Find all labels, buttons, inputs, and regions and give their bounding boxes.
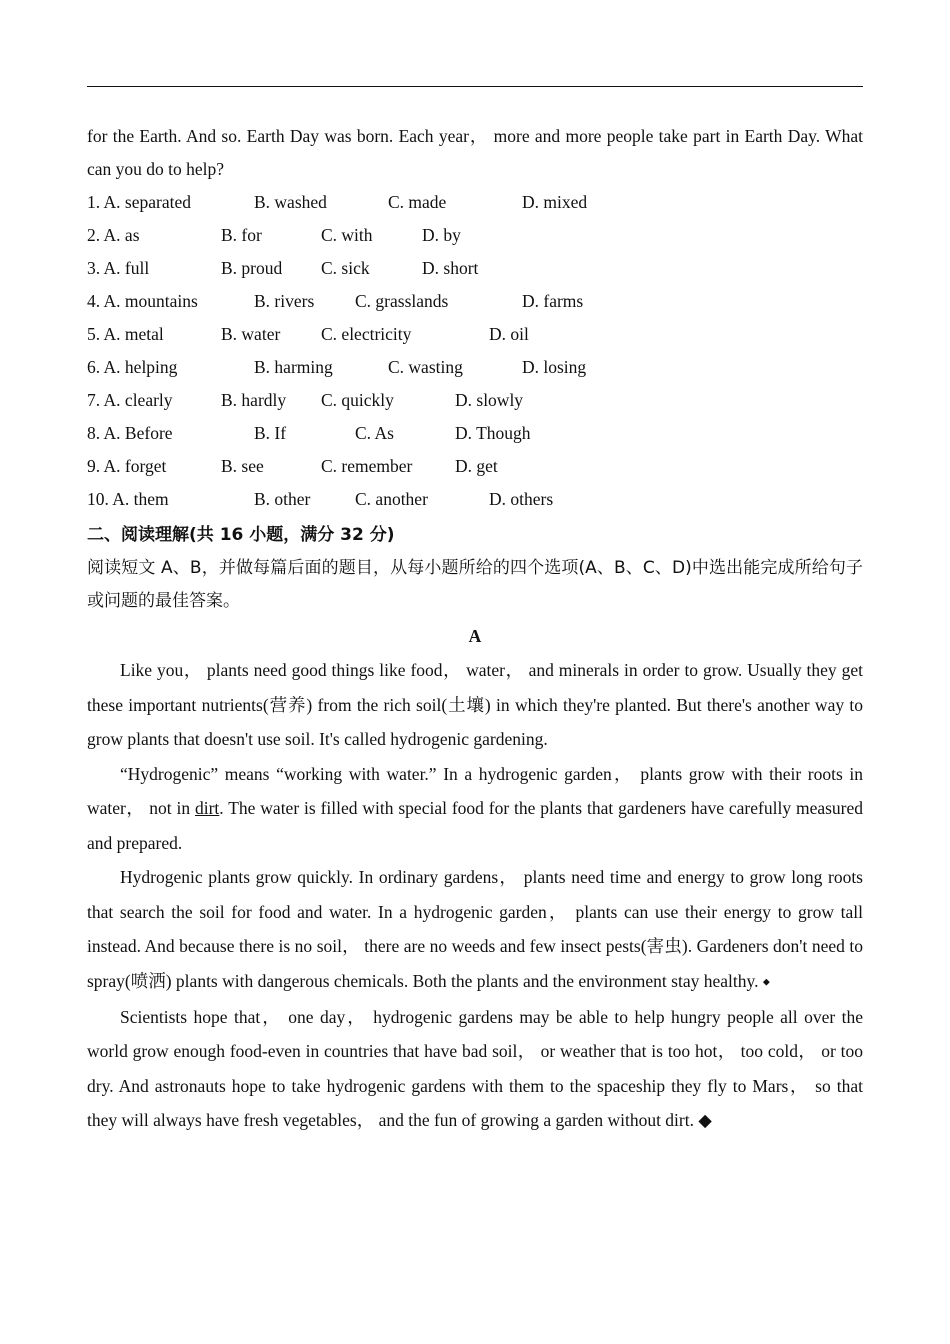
option-b: B. rivers	[254, 291, 315, 311]
section-title: 二、阅读理解(共 16 小题，满分 32 分)	[87, 525, 395, 545]
option-b: B. hardly	[221, 390, 287, 410]
cloze-passage-ending: for the Earth. And so. Earth Day was born. Each year， more and more people take part in Earth Day. What can you do to help?	[87, 126, 863, 179]
option-a: 1. A. separated	[87, 192, 191, 212]
section-instructions: 阅读短文 A、B，并做每篇后面的题目，从每小题所给的四个选项(A、B、C、D)中选出能完成所给句子或问题的最佳答案。	[87, 558, 863, 611]
option-c: C. sick	[321, 258, 370, 278]
option-a: 3. A. full	[87, 258, 150, 278]
option-d: D. Though	[455, 423, 531, 443]
option-c: C. wasting	[388, 357, 463, 377]
option-row-2	[87, 219, 863, 252]
option-a: 8. A. Before	[87, 423, 173, 443]
document-body	[87, 120, 863, 1139]
option-c: C. remember	[321, 456, 413, 476]
option-row-6	[87, 351, 863, 384]
option-b: B. If	[254, 423, 287, 443]
option-d: D. farms	[522, 291, 584, 311]
option-a: 10. A. them	[87, 489, 169, 509]
passage-paragraph-1: Like you， plants need good things like food， water， and minerals in order to grow. Usually they get these important nutrients(营养) from the rich soil(土壤) in which they're planted. But there's another way to grow plants that doesn't use soil. It's called hydrogenic gardening.	[87, 660, 863, 749]
option-b: B. water	[221, 324, 281, 344]
passage-paragraph-3: Hydrogenic plants grow quickly. In ordinary gardens， plants need time and energy to grow long roots that search the soil for food and water. In a hydrogenic garden， plants can use their energy to grow tall instead. And because there is no soil， there are no weeds and few insect pests(害虫). Gardeners don't need to spray(喷洒) plants with dangerous chemicals. Both the plants and the environment stay healthy. ◆	[87, 867, 863, 991]
cloze-options	[87, 186, 863, 516]
option-c: C. quickly	[321, 390, 394, 410]
underlined-word: dirt	[194, 798, 220, 818]
option-row-7	[87, 384, 863, 417]
passage-paragraph-2: “Hydrogenic” means “working with water.” In a hydrogenic garden， plants grow with their roots in water， not in dirt. The water is filled with special food for the plants that gardeners have carefully measured and prepared.	[87, 763, 864, 853]
option-c: C. with	[321, 225, 373, 245]
option-b: B. for	[221, 225, 262, 245]
option-a: 7. A. clearly	[87, 390, 173, 410]
option-d: D. mixed	[522, 192, 588, 212]
option-c: C. electricity	[321, 324, 412, 344]
option-row-1	[87, 186, 863, 219]
option-row-5	[87, 318, 863, 351]
option-a: 9. A. forget	[87, 456, 167, 476]
passage-paragraph-4: Scientists hope that， one day， hydrogenic gardens may be able to help hungry people all over the world grow enough food-even in countries that have bad soil， or weather that is too hot， too cold， or too dry. And astronauts hope to take hydrogenic gardens with them to the spaceship they fly to Mars， so that they will always have fresh vegetables， and the fun of growing a garden without dirt. ◆	[87, 1006, 863, 1132]
option-a: 5. A. metal	[87, 324, 164, 344]
option-d: D. by	[422, 225, 461, 245]
diamond-mark-icon: ◆	[698, 1111, 712, 1132]
passage-title: A	[468, 626, 482, 646]
option-b: B. see	[221, 456, 264, 476]
option-b: B. washed	[254, 192, 327, 212]
option-b: B. harming	[254, 357, 333, 377]
option-d: D. others	[489, 489, 554, 509]
option-row-3	[87, 252, 863, 285]
option-d: D. losing	[522, 357, 587, 377]
option-b: B. proud	[221, 258, 283, 278]
option-a: 6. A. helping	[87, 357, 178, 377]
option-row-10	[87, 483, 863, 516]
option-d: D. short	[422, 258, 479, 278]
option-row-4	[87, 285, 863, 318]
option-c: C. grasslands	[355, 291, 449, 311]
option-c: C. As	[355, 423, 394, 443]
diamond-mark-icon: ◆	[762, 977, 770, 988]
option-c: C. made	[388, 192, 447, 212]
option-d: D. get	[455, 456, 498, 476]
option-a: 2. A. as	[87, 225, 140, 245]
option-row-8	[87, 417, 863, 450]
option-row-9	[87, 450, 863, 483]
option-b: B. other	[254, 489, 311, 509]
option-d: D. oil	[489, 324, 529, 344]
option-c: C. another	[355, 489, 428, 509]
option-d: D. slowly	[455, 390, 524, 410]
header-rule	[87, 86, 863, 87]
option-a: 4. A. mountains	[87, 291, 198, 311]
